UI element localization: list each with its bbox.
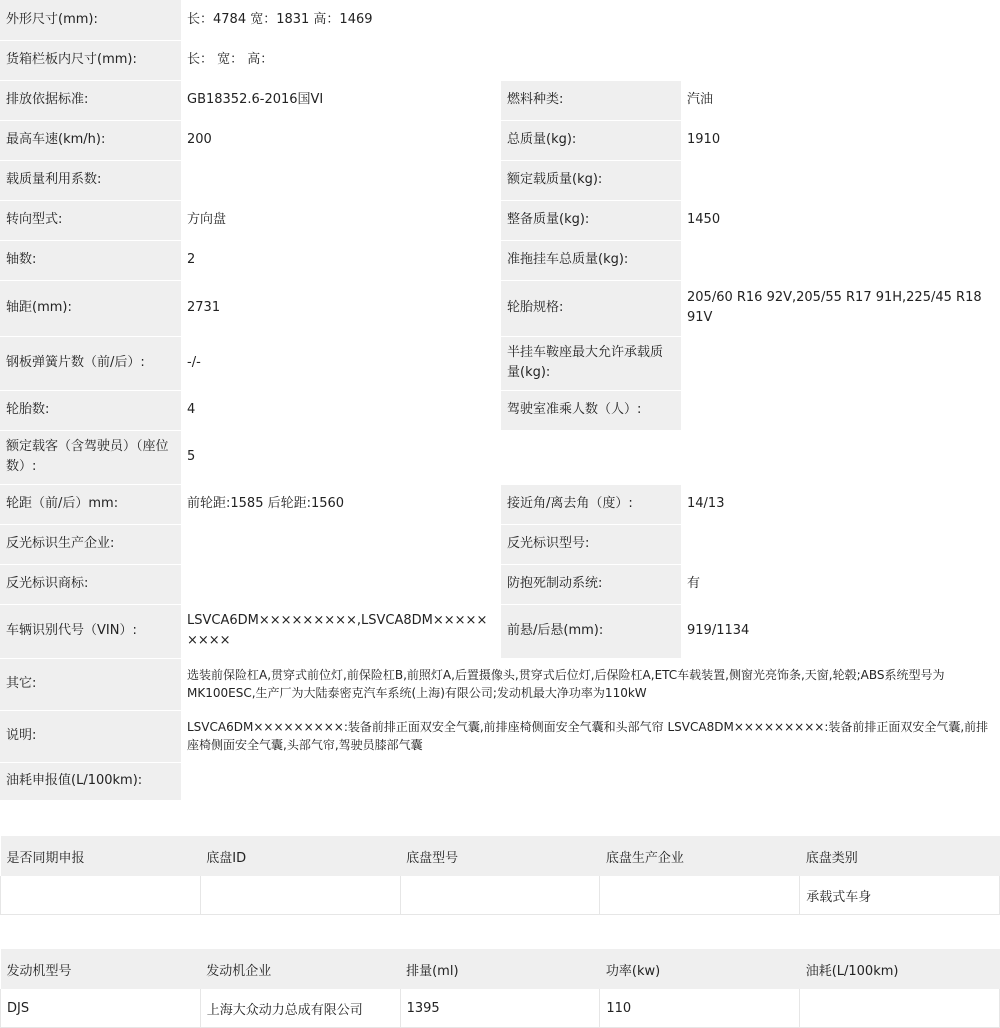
label-reflective-maker: 反光标识生产企业:: [0, 524, 181, 564]
label-abs: 防抱死制动系统:: [501, 564, 681, 604]
engine-cell-model: DJS: [1, 989, 201, 1028]
chassis-header-row: [1, 836, 1000, 876]
chassis-header-id: 底盘ID: [200, 836, 400, 876]
spec-row-steering: [0, 200, 1000, 240]
value-rated-load: [681, 160, 1000, 200]
value-reflective-model: [681, 524, 1000, 564]
value-cargo-box: 长： 宽： 高：: [181, 40, 1000, 80]
spec-row-other: [0, 658, 1000, 710]
value-load-coefficient: [181, 160, 501, 200]
spec-row-notes: [0, 710, 1000, 762]
chassis-header-category: 底盘类别: [800, 836, 1000, 876]
spec-row-abs: [0, 564, 1000, 604]
engine-header-maker: 发动机企业: [200, 949, 400, 989]
label-reflective-brand: 反光标识商标:: [0, 564, 181, 604]
value-wheelbase: 2731: [181, 280, 501, 336]
spec-row-cargo-box: [0, 40, 1000, 80]
value-dimensions: 长：4784 宽：1831 高：1469: [181, 0, 1000, 40]
label-cargo-box: 货箱栏板内尺寸(mm):: [0, 40, 181, 80]
value-cab-occupants: [681, 390, 1000, 430]
engine-cell-displacement: 1395: [400, 989, 600, 1028]
chassis-cell-id: [200, 876, 400, 915]
spec-row-speed: [0, 120, 1000, 160]
value-saddle-load: [681, 336, 1000, 390]
label-curb-mass: 整备质量(kg):: [501, 200, 681, 240]
engine-cell-power: 110: [600, 989, 800, 1028]
engine-cell-consumption: [800, 989, 1000, 1028]
spec-row-emission: [0, 80, 1000, 120]
value-reflective-maker: [181, 524, 501, 564]
chassis-cell-sync: [1, 876, 201, 915]
value-abs: 有: [681, 564, 1000, 604]
value-reflective-brand: [181, 564, 501, 604]
label-tire-spec: 轮胎规格:: [501, 280, 681, 336]
value-emission-standard: GB18352.6-2016国VI: [181, 80, 501, 120]
label-load-coefficient: 载质量利用系数:: [0, 160, 181, 200]
engine-header-row: [1, 949, 1000, 989]
value-steering: 方向盘: [181, 200, 501, 240]
label-reflective-model: 反光标识型号:: [501, 524, 681, 564]
value-tire-spec: 205/60 R16 92V,205/55 R17 91H,225/45 R18 91V: [681, 280, 1000, 336]
engine-header-power: 功率(kw): [600, 949, 800, 989]
label-fuel-type: 燃料种类:: [501, 80, 681, 120]
engine-header-displacement: 排量(ml): [400, 949, 600, 989]
chassis-table: [0, 836, 1000, 915]
value-other: 选装前保险杠A,贯穿式前位灯,前保险杠B,前照灯A,后置摄像头,贯穿式后位灯,后保险杠A,ETC车载装置,侧窗光亮饰条,天窗,轮毂;ABS系统型号为MK100ESC,生产厂为大陆泰密克汽车系统(上海)有限公司;发动机最大净功率为110kW: [181, 658, 1000, 710]
engine-cell-maker: 上海大众动力总成有限公司: [200, 989, 400, 1028]
value-fuel-type: 汽油: [681, 80, 1000, 120]
label-tire-count: 轮胎数:: [0, 390, 181, 430]
label-fuel-consumption: 油耗申报值(L/100km):: [0, 762, 181, 800]
label-vin: 车辆识别代号（VIN）:: [0, 604, 181, 658]
value-tire-count: 4: [181, 390, 501, 430]
chassis-header-sync: 是否同期申报: [1, 836, 201, 876]
label-steering: 转向型式:: [0, 200, 181, 240]
engine-table: [0, 949, 1000, 1028]
table-row: [1, 876, 1000, 915]
value-leaf-springs: -/-: [181, 336, 501, 390]
table-row: [1, 989, 1000, 1028]
spec-row-track: [0, 484, 1000, 524]
chassis-cell-maker: [600, 876, 800, 915]
chassis-cell-category: 承载式车身: [800, 876, 1000, 915]
value-vin: LSVCA6DM×××××××××,LSVCA8DM×××××××××: [181, 604, 501, 658]
label-axles: 轴数:: [0, 240, 181, 280]
value-trailer-mass: [681, 240, 1000, 280]
label-total-mass: 总质量(kg):: [501, 120, 681, 160]
spec-row-tires: [0, 390, 1000, 430]
label-max-speed: 最高车速(km/h):: [0, 120, 181, 160]
label-leaf-springs: 钢板弹簧片数（前/后）:: [0, 336, 181, 390]
engine-header-consumption: 油耗(L/100km): [800, 949, 1000, 989]
value-fuel-consumption: [181, 762, 1000, 800]
label-approach-angle: 接近角/离去角（度）:: [501, 484, 681, 524]
label-track: 轮距（前/后）mm:: [0, 484, 181, 524]
label-rated-passengers: 额定载客（含驾驶员）（座位数）:: [0, 430, 181, 484]
chassis-header-maker: 底盘生产企业: [600, 836, 800, 876]
label-wheelbase: 轴距(mm):: [0, 280, 181, 336]
chassis-cell-model: [400, 876, 600, 915]
label-other: 其它:: [0, 658, 181, 710]
spec-row-vin: [0, 604, 1000, 658]
value-notes: LSVCA6DM×××××××××:装备前排正面双安全气囊,前排座椅侧面安全气囊和头部气帘 LSVCA8DM×××××××××:装备前排正面双安全气囊,前排座椅侧面安全气囊,头部气帘,驾驶员膝部气囊: [181, 710, 1000, 762]
label-rated-load: 额定载质量(kg):: [501, 160, 681, 200]
chassis-header-model: 底盘型号: [400, 836, 600, 876]
spec-row-reflective: [0, 524, 1000, 564]
value-overhang: 919/1134: [681, 604, 1000, 658]
spec-row-seats: [0, 430, 1000, 484]
value-total-mass: 1910: [681, 120, 1000, 160]
engine-header-model: 发动机型号: [1, 949, 201, 989]
label-cab-occupants: 驾驶室准乘人数（人）:: [501, 390, 681, 430]
label-notes: 说明:: [0, 710, 181, 762]
label-overhang: 前悬/后悬(mm):: [501, 604, 681, 658]
value-approach-angle: 14/13: [681, 484, 1000, 524]
label-saddle-load: 半挂车鞍座最大允许承载质量(kg):: [501, 336, 681, 390]
value-curb-mass: 1450: [681, 200, 1000, 240]
spec-row-load: [0, 160, 1000, 200]
spec-row-dimensions: [0, 0, 1000, 40]
spec-row-fuel-consumption: [0, 762, 1000, 800]
value-axles: 2: [181, 240, 501, 280]
label-dimensions: 外形尺寸(mm):: [0, 0, 181, 40]
spec-row-springs: [0, 336, 1000, 390]
value-track: 前轮距:1585 后轮距:1560: [181, 484, 501, 524]
spec-row-axles: [0, 240, 1000, 280]
label-trailer-mass: 准拖挂车总质量(kg):: [501, 240, 681, 280]
spec-row-wheelbase: [0, 280, 1000, 336]
label-emission-standard: 排放依据标准:: [0, 80, 181, 120]
value-rated-passengers: 5: [181, 430, 1000, 484]
value-max-speed: 200: [181, 120, 501, 160]
